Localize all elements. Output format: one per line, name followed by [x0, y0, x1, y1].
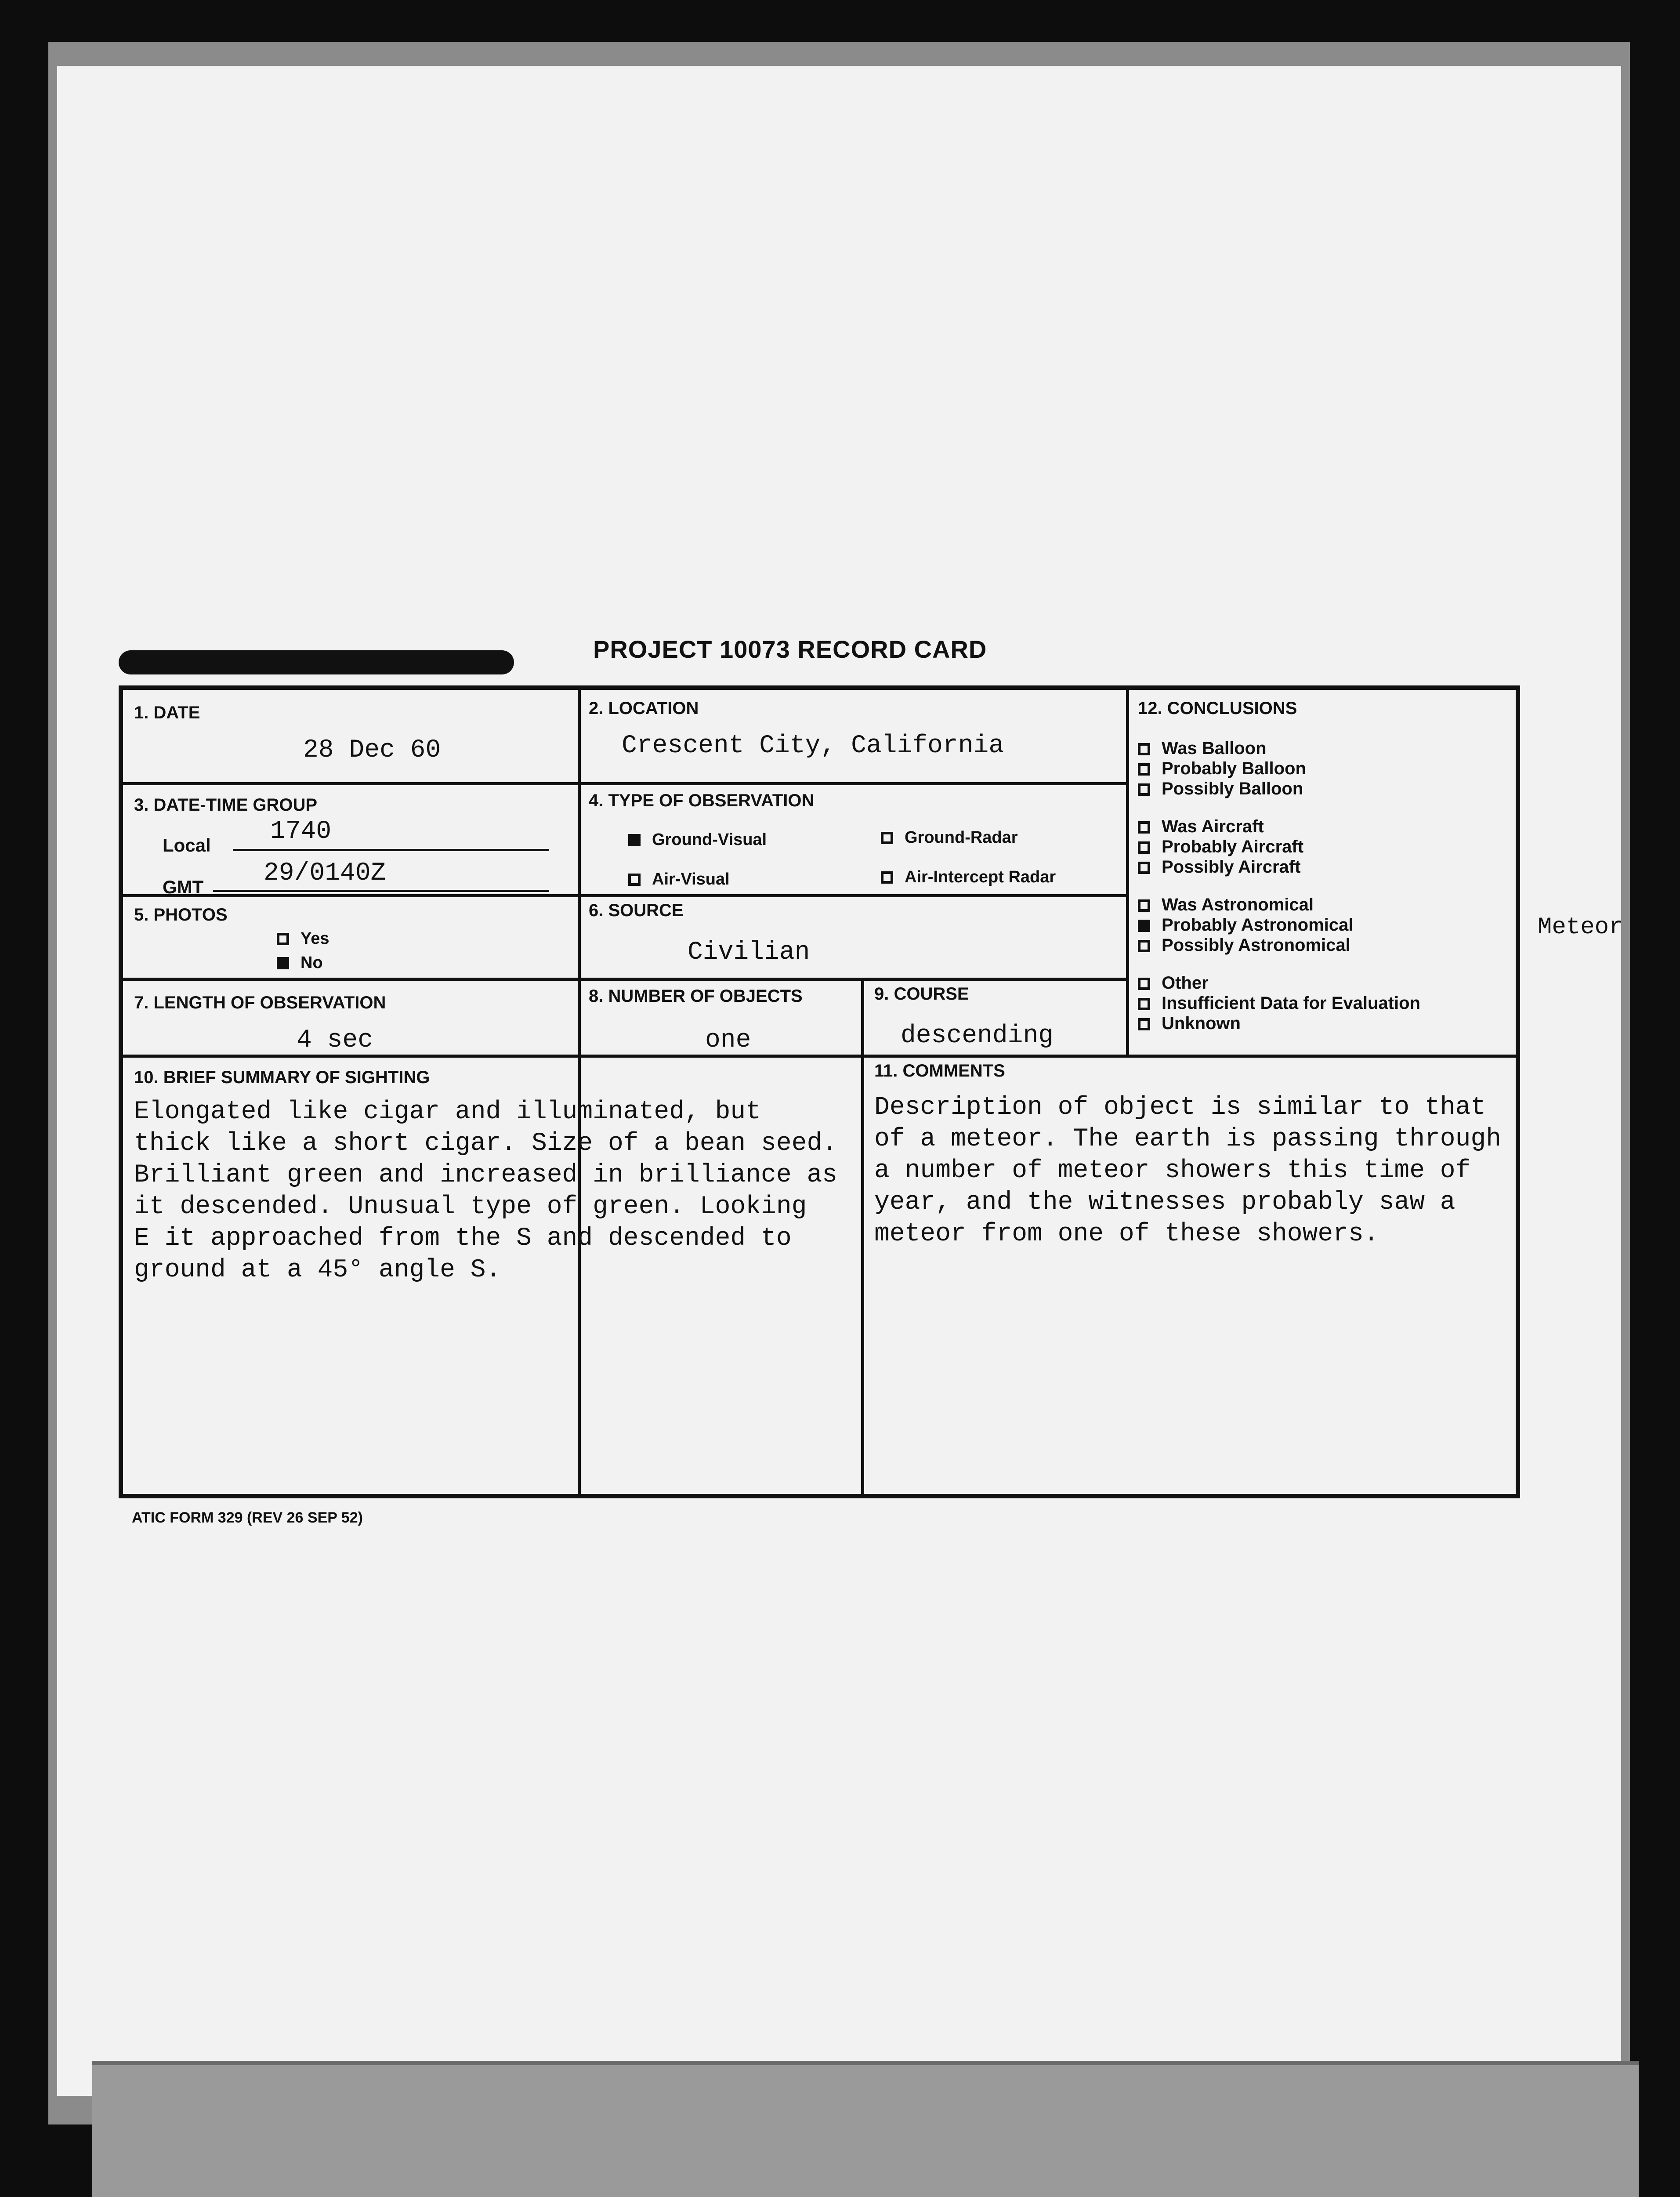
- air-visual-option: Air-Visual: [628, 870, 730, 889]
- meteor-note: Meteor: [1538, 914, 1623, 941]
- local-value: 1740: [270, 817, 332, 846]
- conclusion-probably-astronomical: Probably Astronomical: [1138, 915, 1420, 935]
- length-label: 7. LENGTH OF OBSERVATION: [134, 993, 386, 1012]
- comments-text: Description of object is similar to that of a meteor. The earth is passing through a number of meteor showers this time of year, and the witnesses probably saw a meteor from one of these showers.: [874, 1093, 1502, 1248]
- objects-value: one: [705, 1026, 751, 1055]
- local-label: Local: [163, 835, 211, 856]
- redaction-mark: [119, 650, 514, 674]
- ground-radar-checkbox: [881, 832, 893, 844]
- conclusions-label: 12. CONCLUSIONS: [1138, 699, 1297, 718]
- conclusion-was-aircraft: Was Aircraft: [1138, 816, 1420, 837]
- comments-label: 11. COMMENTS: [874, 1061, 1005, 1080]
- length-value: 4 sec: [297, 1026, 373, 1055]
- photos-no-option: No: [277, 953, 323, 972]
- location-value: Crescent City, California: [622, 732, 1004, 760]
- form-number: ATIC FORM 329 (REV 26 SEP 52): [132, 1509, 363, 1526]
- source-label: 6. SOURCE: [589, 901, 684, 920]
- conclusion-probably-balloon: Probably Balloon: [1138, 758, 1420, 779]
- datetime-label: 3. DATE-TIME GROUP: [134, 795, 318, 815]
- lower-band: [92, 2065, 1639, 2197]
- observation-type-label: 4. TYPE OF OBSERVATION: [589, 791, 815, 810]
- conclusion-possibly-aircraft: Possibly Aircraft: [1138, 857, 1420, 877]
- air-visual-checkbox: [628, 874, 641, 886]
- source-value: Civilian: [688, 938, 810, 967]
- conclusion-possibly-balloon: Possibly Balloon: [1138, 779, 1420, 799]
- objects-label: 8. NUMBER OF OBJECTS: [589, 986, 803, 1006]
- course-value: descending: [901, 1022, 1054, 1050]
- location-label: 2. LOCATION: [589, 699, 699, 718]
- course-label: 9. COURSE: [874, 984, 969, 1004]
- conclusion-was-astronomical: Was Astronomical: [1138, 895, 1420, 915]
- conclusion-was-balloon: Was Balloon: [1138, 738, 1420, 758]
- conclusion-possibly-astronomical: Possibly Astronomical: [1138, 935, 1420, 955]
- ground-radar-option: Ground-Radar: [881, 828, 1018, 847]
- gmt-label: GMT: [163, 877, 204, 897]
- conclusion-insufficient: Insufficient Data for Evaluation: [1138, 993, 1420, 1013]
- photos-no-checkbox: [277, 957, 289, 969]
- date-label: 1. DATE: [134, 703, 200, 722]
- ground-visual-option: Ground-Visual: [628, 830, 767, 849]
- gmt-value: 29/0140Z: [264, 859, 386, 888]
- conclusion-unknown: Unknown: [1138, 1013, 1420, 1033]
- conclusion-probably-aircraft: Probably Aircraft: [1138, 837, 1420, 857]
- record-card: [119, 685, 1623, 1498]
- air-intercept-checkbox: [881, 871, 893, 884]
- summary-label: 10. BRIEF SUMMARY OF SIGHTING: [134, 1068, 430, 1087]
- date-value: 28 Dec 60: [303, 736, 441, 765]
- photos-yes-checkbox: [277, 933, 289, 945]
- card-title: PROJECT 10073 RECORD CARD: [593, 635, 987, 663]
- ground-visual-checkbox: [628, 834, 641, 846]
- summary-text: Elongated like cigar and illuminated, but thick like a short cigar. Size of a bean seed. Brilliant green and increased in brilliance as it descended. Unusual type of green. Looking E it approached from the S and descended to ground at a 45° angle S.: [134, 1098, 838, 1284]
- air-intercept-option: Air-Intercept Radar: [881, 868, 1056, 887]
- photos-yes-option: Yes: [277, 929, 329, 948]
- conclusion-other: Other: [1138, 973, 1420, 993]
- conclusions-list: [1138, 738, 1420, 1033]
- photos-label: 5. PHOTOS: [134, 905, 228, 924]
